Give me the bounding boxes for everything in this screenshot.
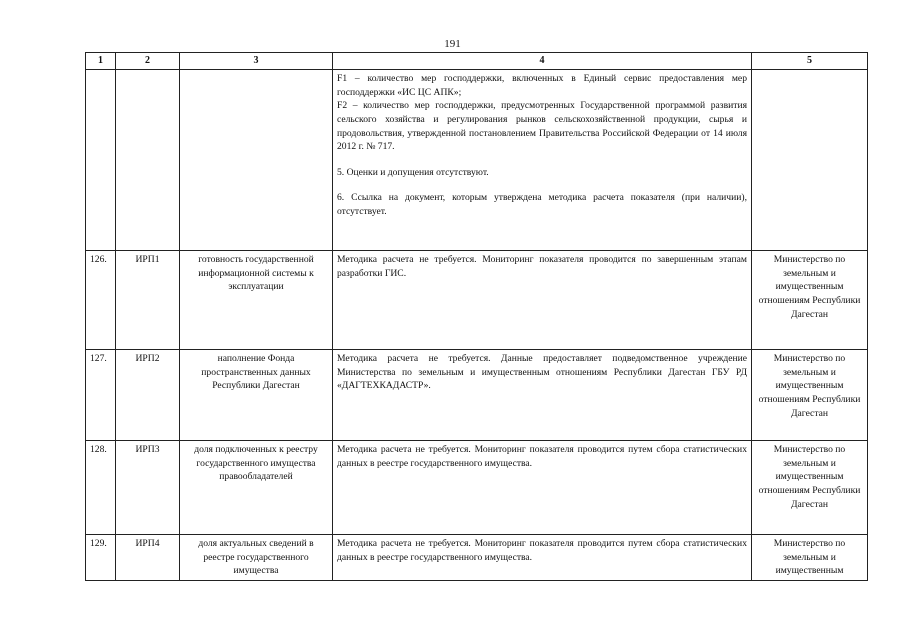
assumptions-text: 5. Оценки и допущения отсутствуют.	[337, 166, 489, 178]
table-row	[86, 251, 868, 350]
responsible-body-text: Министерство по земельным и имущественным	[773, 538, 846, 577]
cont-org-cell	[752, 70, 868, 251]
header-col-4: 4	[333, 53, 752, 70]
row-number: 129.	[86, 535, 116, 581]
cont-num-cell	[86, 70, 116, 251]
table-row	[86, 535, 868, 581]
header-col-1: 1	[86, 53, 116, 70]
header-col-3: 3	[180, 53, 333, 70]
indicators-table	[85, 52, 868, 581]
header-col-5: 5	[752, 53, 868, 70]
cont-code-cell	[116, 70, 180, 251]
row-number: 126.	[86, 251, 116, 350]
responsible-body: Министерство по земельным и имущественным отношениям Республики Дагестан	[752, 251, 868, 350]
indicator-code: ИРП3	[116, 441, 180, 535]
formula-f2-text: F2 – количество мер господдержки, предусмотренных Государственной программой развития сельского хозяйства и регулирования рынков сельскохозяйственной продукции, сырья и продовольствия, утвержденной постановлением Правительства Российской Федерации от 14 июля 2012 г. № 717.	[337, 100, 747, 153]
indicator-name: доля актуальных сведений в реестре государственного имущества	[180, 535, 333, 581]
calculation-method: Методика расчета не требуется. Мониторинг показателя проводится по завершенным этапам разработки ГИС.	[333, 251, 752, 350]
responsible-body: Министерство по земельным и имущественным отношениям Республики Дагестан	[752, 441, 868, 535]
indicator-name: наполнение Фонда пространственных данных Республики Дагестан	[180, 350, 333, 441]
indicator-code: ИРП4	[116, 535, 180, 581]
formula-f1-text: F1 – количество мер господдержки, включенных в Единый сервис предоставления мер господдержки «ИС ЦС АПК»;	[337, 73, 747, 98]
row-number: 127.	[86, 350, 116, 441]
header-col-2: 2	[116, 53, 180, 70]
indicator-code: ИРП2	[116, 350, 180, 441]
table-row	[86, 350, 868, 441]
calculation-method: Методика расчета не требуется. Данные предоставляет подведомственное учреждение Министерства по земельным и имущественным отношениям Республики Дагестан ГБУ РД «ДАГТЕХКАДАСТР».	[333, 350, 752, 441]
indicator-name: готовность государственной информационной системы к эксплуатации	[180, 251, 333, 350]
row-number: 128.	[86, 441, 116, 535]
calculation-method: Методика расчета не требуется. Мониторинг показателя проводится путем сбора статистических данных в реестре государственного имущества.	[333, 535, 752, 581]
indicator-code: ИРП1	[116, 251, 180, 350]
method-reference-text: 6. Ссылка на документ, которым утверждена методика расчета показателя (при наличии), отсутствует.	[337, 192, 747, 218]
responsible-body: Министерство по земельным и имущественным отношениям Республики Дагестан	[752, 350, 868, 441]
continuation-row	[86, 70, 868, 251]
cont-method-cell	[333, 70, 752, 251]
responsible-body	[752, 535, 868, 581]
indicator-name: доля подключенных к реестру государственного имущества правообладателей	[180, 441, 333, 535]
cont-name-cell	[180, 70, 333, 251]
header-row	[86, 53, 868, 70]
calculation-method: Методика расчета не требуется. Мониторинг показателя проводится путем сбора статистических данных в реестре государственного имущества.	[333, 441, 752, 535]
page-number: 191	[444, 38, 461, 50]
table-row	[86, 441, 868, 535]
